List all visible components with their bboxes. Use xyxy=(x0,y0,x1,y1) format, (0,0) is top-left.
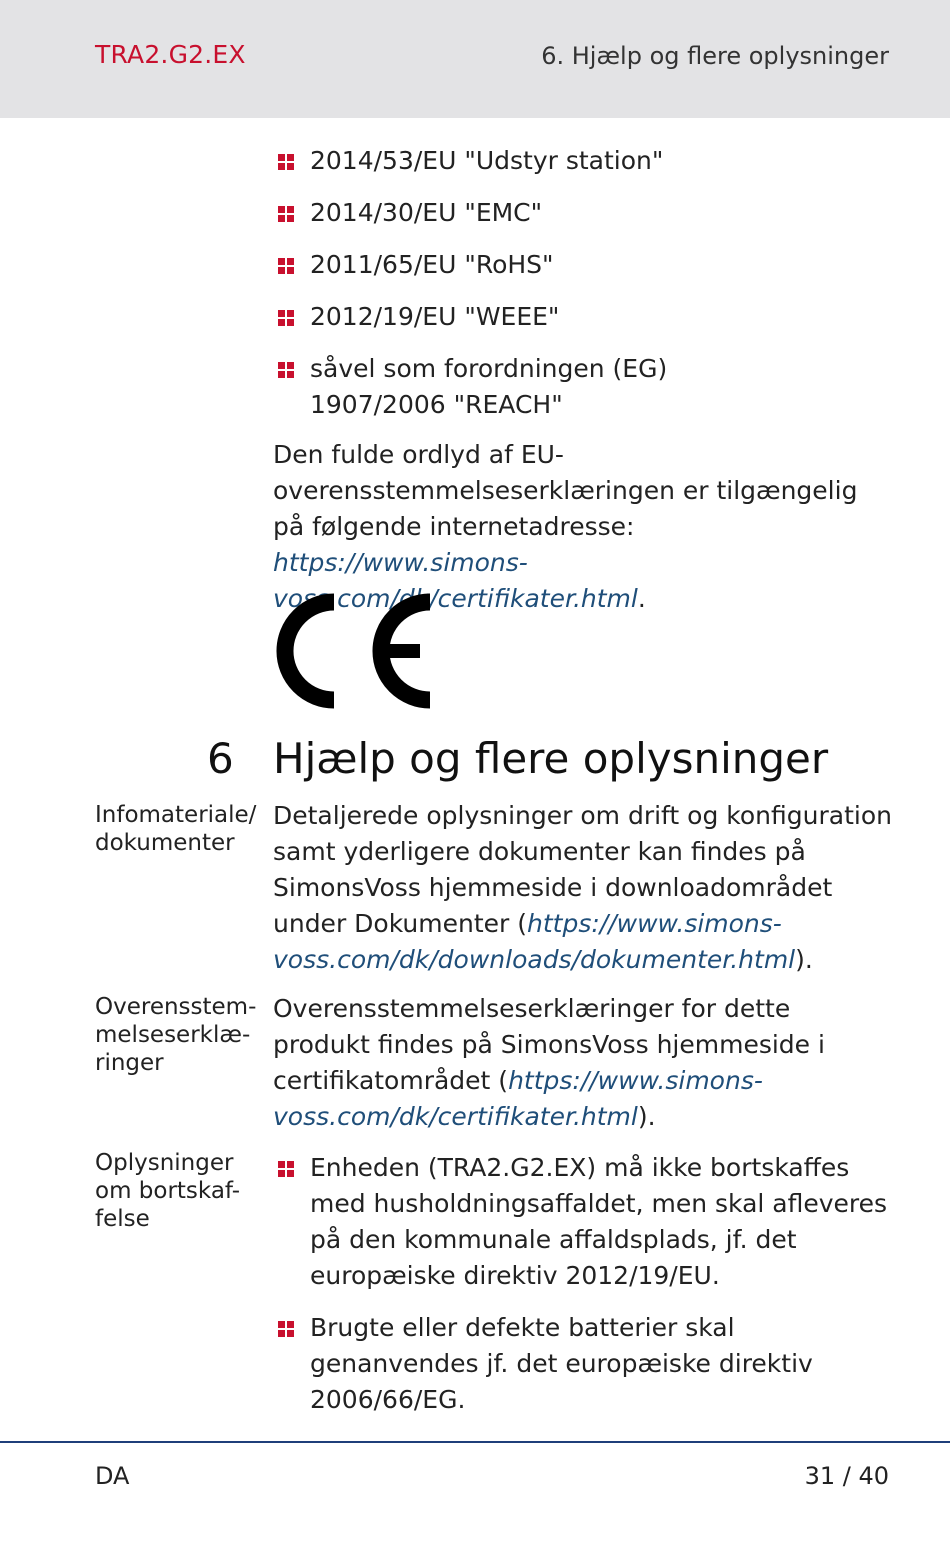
list-item: såvel som forordningen (EG) 1907/2006 "REACH" xyxy=(278,351,810,423)
chapter-title: Hjælp og flere oplysninger xyxy=(273,734,829,783)
list-item: Brugte eller defekte batterier skal genanvendes jf. det europæiske direktiv 2006/66/EG. xyxy=(278,1310,888,1418)
disposal-section-label: Oplysninger om bortskaf-felse xyxy=(95,1150,241,1232)
conformity-section-label: Overensstem-melseserklæ-ringer xyxy=(95,994,257,1076)
list-item: 2011/65/EU "RoHS" xyxy=(278,247,888,283)
bullet-icon xyxy=(278,258,294,274)
info-section-label: Infomateriale/ dokumenter xyxy=(95,802,257,856)
chapter-number: 6 xyxy=(207,734,234,783)
bullet-icon xyxy=(278,154,294,170)
list-item: 2014/53/EU "Udstyr station" xyxy=(278,143,888,179)
bullet-icon xyxy=(278,362,294,378)
certificates-link[interactable]: https://www.simons-voss.com/dk/certifikater.html xyxy=(273,1066,763,1131)
info-section-paragraph: Detaljerede oplysninger om drift og konfiguration samt yderligere dokumenter kan findes på SimonsVoss hjemmeside i downloadområdet under Dokumenter (https://www.simons-voss.com/dk/downloads/dokumenter.html). xyxy=(273,801,892,974)
bullet-icon xyxy=(278,1321,294,1337)
conformity-section-paragraph: Overensstemmelseserklæringer for dette produkt findes på SimonsVoss hjemmeside i certifikatområdet (https://www.simons-voss.com/dk/certifikater.html). xyxy=(273,994,825,1131)
list-item: 2014/30/EU "EMC" xyxy=(278,195,888,231)
page-header xyxy=(0,0,950,118)
list-item: 2012/19/EU "WEEE" xyxy=(278,299,888,335)
bullet-icon xyxy=(278,1161,294,1177)
bullet-icon xyxy=(278,206,294,222)
footer-divider xyxy=(0,1441,950,1443)
disposal-list xyxy=(278,1150,888,1418)
list-item: Enheden (TRA2.G2.EX) må ikke bortskaffes med husholdningsaffaldet, men skal afleveres på den kommunale affaldsplads, jf. det europæiske direktiv 2012/19/EU. xyxy=(278,1150,888,1294)
product-name: TRA2.G2.EX xyxy=(95,40,246,69)
bullet-icon xyxy=(278,310,294,326)
page-number: 31 / 40 xyxy=(804,1462,889,1490)
directive-list xyxy=(278,143,888,423)
ce-mark-logo xyxy=(272,593,436,709)
eu-declaration-link[interactable]: https://www.simons-voss.com/dk/certifikater.html xyxy=(273,548,638,613)
eu-declaration-paragraph: Den fulde ordlyd af EU-overensstemmelseserklæringen er tilgængelig på følgende internetadresse: https://www.simons-voss.com/dk/certifikater.html. xyxy=(273,440,858,613)
section-title: 6. Hjælp og flere oplysninger xyxy=(541,42,889,70)
footer-language: DA xyxy=(95,1462,130,1490)
documents-link[interactable]: https://www.simons-voss.com/dk/downloads/dokumenter.html xyxy=(273,909,796,974)
